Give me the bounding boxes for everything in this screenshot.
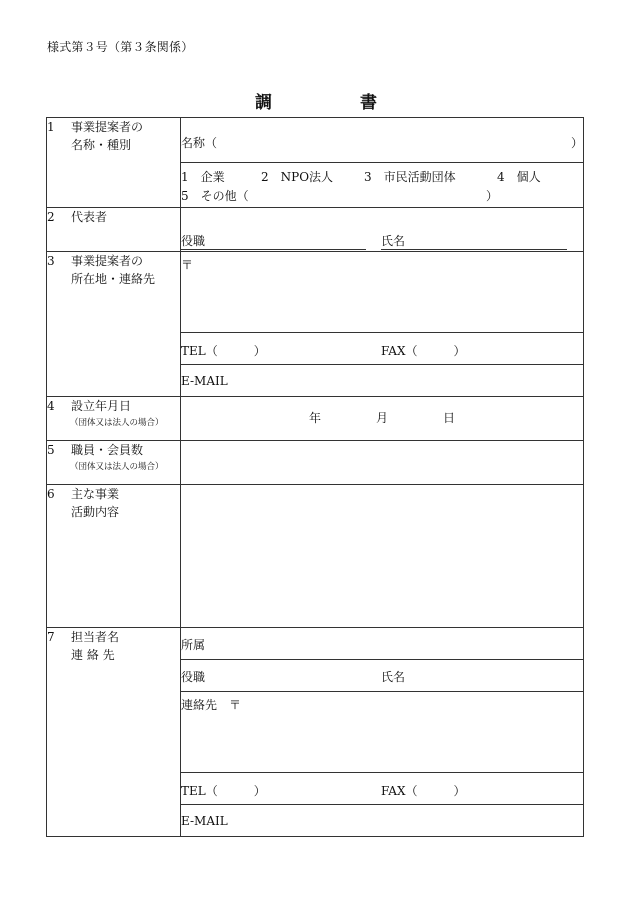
applicant-name-type-label [47,118,181,208]
month-label: 月 [375,411,388,425]
row-number: 6 [47,487,55,501]
established-date-field[interactable] [181,397,584,441]
contact-address-label: 連絡先 〒 [181,698,242,712]
contact-tel-field[interactable]: TEL（ ） [181,784,266,798]
category-field[interactable] [181,163,584,208]
representative-field[interactable] [181,208,584,252]
fax-field[interactable]: FAX（ ） [381,344,466,358]
label-line1: 事業提案者の [71,254,144,268]
department-field[interactable] [181,628,584,660]
rep-title-field[interactable] [181,232,366,250]
rep-title-label: 役職 [181,234,206,248]
label-text: 設立年月日 [71,399,132,413]
email-field[interactable] [181,365,584,397]
rep-name-label: 氏名 [381,234,406,248]
survey-form-table [46,117,584,837]
main-activities-field[interactable] [181,485,584,628]
label-note: （団体又は法人の場合） [70,462,164,472]
tel-field[interactable]: TEL（ ） [181,344,266,358]
label-text: 代表者 [71,210,108,224]
contact-name-label: 氏名 [381,670,406,684]
category-option-npo[interactable]: 2 NPO法人 [261,170,334,184]
representative-label [47,208,181,252]
title-char-1: 調 [255,93,272,113]
row-number: 4 [47,399,55,413]
label-line2: 所在地・連絡先 [71,272,156,286]
other-close-paren: ） [486,189,499,203]
year-label: 年 [308,411,321,425]
address-field[interactable] [181,252,584,333]
row-number: 7 [47,630,55,644]
contact-fax-field[interactable]: FAX（ ） [381,784,466,798]
label-text: 職員・会員数 [71,443,144,457]
applicant-name-field[interactable] [181,118,584,163]
row-number: 5 [47,443,55,457]
contact-phone-fax-field[interactable] [181,773,584,805]
contact-email-field[interactable] [181,805,584,837]
category-option-civic-group[interactable]: 3 市民活動団体 [364,170,456,184]
postal-mark: 〒 [181,258,194,272]
row-number: 1 [47,120,55,134]
category-option-individual[interactable]: 4 個人 [497,170,541,184]
email-label: E-MAIL [181,374,228,388]
row-number: 2 [47,210,55,224]
label-line2: 連 絡 先 [71,648,115,662]
category-option-other[interactable]: 5 その他（ [181,189,249,203]
staff-count-label [47,441,181,485]
contact-address-field[interactable] [181,692,584,773]
name-close-paren: ） [570,136,583,150]
title-char-2: 書 [360,93,377,113]
label-line1: 担当者名 [71,630,120,644]
contact-title-name-field[interactable] [181,660,584,692]
label-line1: 事業提案者の [71,120,144,134]
row-number: 3 [47,254,55,268]
label-line1: 主な事業 [71,487,120,501]
form-number: 様式第３号（第３条関係） [47,40,194,54]
document-title [0,88,630,112]
department-label: 所属 [181,638,206,652]
label-note: （団体又は法人の場合） [70,418,164,428]
name-label: 名称（ [181,136,218,150]
main-activities-label [47,485,181,628]
day-label: 日 [442,411,455,425]
label-line2: 名称・種別 [71,138,132,152]
established-date-label [47,397,181,441]
contact-email-label: E-MAIL [181,814,228,828]
contact-person-label [47,628,181,837]
category-option-corporate[interactable]: 1 企業 [181,170,225,184]
rep-name-field[interactable] [381,232,567,250]
contact-title-label: 役職 [181,670,206,684]
phone-fax-field[interactable] [181,333,584,365]
label-line2: 活動内容 [71,505,120,519]
staff-count-field[interactable] [181,441,584,485]
applicant-address-label [47,252,181,397]
